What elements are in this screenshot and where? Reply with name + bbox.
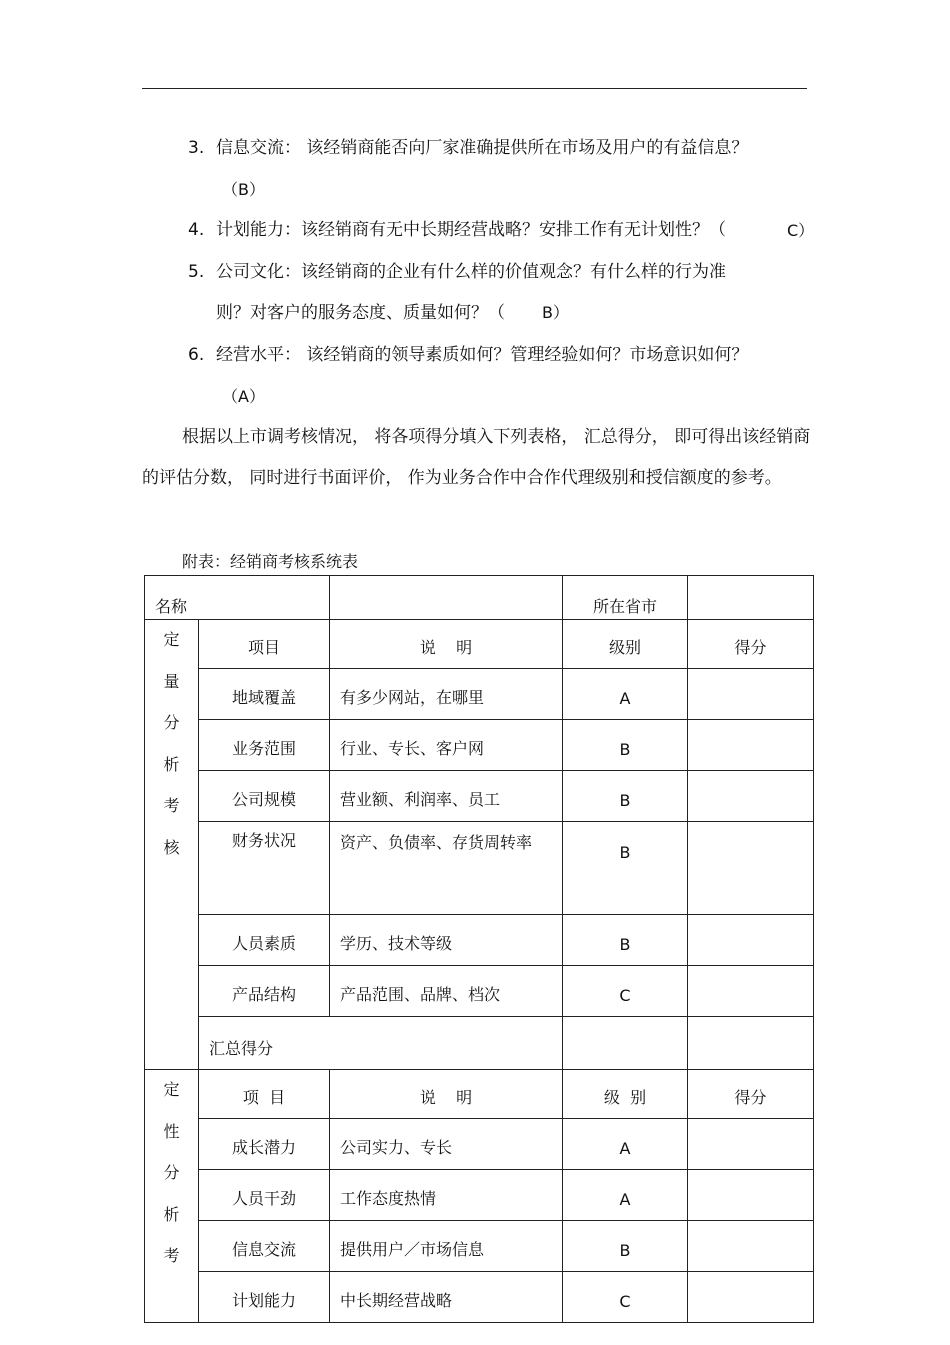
row-grade: A xyxy=(563,1119,688,1170)
row-desc: 学历、技术等级 xyxy=(330,915,563,966)
list-item-6 xyxy=(188,345,748,365)
row-desc: 产品范围、品牌、档次 xyxy=(330,966,563,1017)
item-4-answer: C） xyxy=(787,221,815,240)
item-text: 公司文化：该经销商的企业有什么样的价值观念？有什么样的行为准 xyxy=(216,262,726,282)
row-desc: 行业、专长、客户网 xyxy=(330,720,563,771)
row-grade: C xyxy=(563,966,688,1017)
header-grade: 级 别 xyxy=(563,1070,688,1119)
body-paragraph xyxy=(142,417,814,499)
header-grade: 级别 xyxy=(563,620,688,669)
table-row xyxy=(145,822,814,915)
row-desc: 中长期经营战略 xyxy=(330,1272,563,1323)
summary-grade xyxy=(688,1017,814,1070)
header-item: 项 目 xyxy=(199,1070,330,1119)
header-desc: 说 明 xyxy=(330,620,563,669)
summary-desc xyxy=(563,1017,688,1070)
row-item: 财务状况 xyxy=(199,822,330,915)
header-score: 得分 xyxy=(688,1070,814,1119)
row-item: 成长潜力 xyxy=(199,1119,330,1170)
row-item: 公司规模 xyxy=(199,771,330,822)
item-text: 经营水平： 该经销商的领导素质如何？管理经验如何？市场意识如何？ xyxy=(216,345,749,365)
row-score xyxy=(688,720,814,771)
item-number: 3. xyxy=(188,138,205,158)
row-item: 人员素质 xyxy=(199,915,330,966)
row-grade: A xyxy=(563,1170,688,1221)
row-desc: 营业额、利润率、员工 xyxy=(330,771,563,822)
row-grade: B xyxy=(563,915,688,966)
row-score xyxy=(688,1170,814,1221)
row-score xyxy=(688,822,814,915)
item-5-continuation: 则？对客户的服务态度、质量如何？（ xyxy=(216,303,505,323)
evaluation-table xyxy=(144,575,814,1323)
table-row xyxy=(145,1221,814,1272)
item-number: 5. xyxy=(188,262,205,282)
row-desc: 公司实力、专长 xyxy=(330,1119,563,1170)
row-grade: A xyxy=(563,669,688,720)
table-row xyxy=(145,1170,814,1221)
list-item-5 xyxy=(188,262,726,282)
name-label: 名称 xyxy=(145,576,330,620)
row-grade: B xyxy=(563,720,688,771)
item-text: 计划能力：该经销商有无中长期经营战略？安排工作有无计划性？（ xyxy=(216,220,726,240)
row-score xyxy=(688,669,814,720)
table-row xyxy=(145,966,814,1017)
item-number: 4. xyxy=(188,220,205,240)
table-row xyxy=(145,1017,814,1070)
table-row xyxy=(145,1119,814,1170)
header-rule xyxy=(142,88,807,89)
row-desc: 资产、负债率、存货周转率 xyxy=(330,822,563,915)
item-3-answer: （B） xyxy=(222,180,265,199)
row-item: 信息交流 xyxy=(199,1221,330,1272)
row-item: 产品结构 xyxy=(199,966,330,1017)
row-score xyxy=(688,915,814,966)
row-item: 地域覆盖 xyxy=(199,669,330,720)
province-label: 所在省市 xyxy=(563,576,688,620)
list-item-4 xyxy=(188,220,726,240)
row-grade: B xyxy=(563,1221,688,1272)
header-desc: 说 明 xyxy=(330,1070,563,1119)
table-row xyxy=(145,915,814,966)
row-item: 业务范围 xyxy=(199,720,330,771)
table-row xyxy=(145,620,814,669)
name-value xyxy=(330,576,563,620)
item-number: 6. xyxy=(188,345,205,365)
row-desc: 工作态度热情 xyxy=(330,1170,563,1221)
table-row xyxy=(145,669,814,720)
row-score xyxy=(688,1119,814,1170)
row-item: 人员干劲 xyxy=(199,1170,330,1221)
row-grade: B xyxy=(563,771,688,822)
province-value xyxy=(688,576,814,620)
paragraph-text: 根据以上市调考核情况， 将各项得分填入下列表格， 汇总得分， 即可得出该经销商的评估分数， 同时进行书面评价， 作为业务合作中合作代理级别和授信额度的参考。 xyxy=(142,427,811,488)
item-6-answer: （A） xyxy=(222,387,265,406)
row-score xyxy=(688,1221,814,1272)
item-text: 信息交流： 该经销商能否向厂家准确提供所在市场及用户的有益信息？ xyxy=(216,138,749,158)
row-score xyxy=(688,1272,814,1323)
table-row xyxy=(145,720,814,771)
table-row xyxy=(145,1272,814,1323)
table-caption: 附表：经销商考核系统表 xyxy=(182,552,359,571)
quantitative-section-label: 定 量 分 析 考 核 xyxy=(145,620,199,1070)
table-row xyxy=(145,771,814,822)
row-desc: 提供用户／市场信息 xyxy=(330,1221,563,1272)
table-row xyxy=(145,1070,814,1119)
item-5-answer: B） xyxy=(542,303,569,322)
row-score xyxy=(688,771,814,822)
row-grade: C xyxy=(563,1272,688,1323)
row-item: 计划能力 xyxy=(199,1272,330,1323)
row-grade: B xyxy=(563,822,688,915)
row-score xyxy=(688,966,814,1017)
header-item: 项目 xyxy=(199,620,330,669)
row-desc: 有多少网站，在哪里 xyxy=(330,669,563,720)
summary-label: 汇总得分 xyxy=(199,1017,563,1070)
list-item-3 xyxy=(188,138,748,158)
qualitative-section-label: 定 性 分 析 考 xyxy=(145,1070,199,1323)
table-row xyxy=(145,576,814,620)
header-score: 得分 xyxy=(688,620,814,669)
